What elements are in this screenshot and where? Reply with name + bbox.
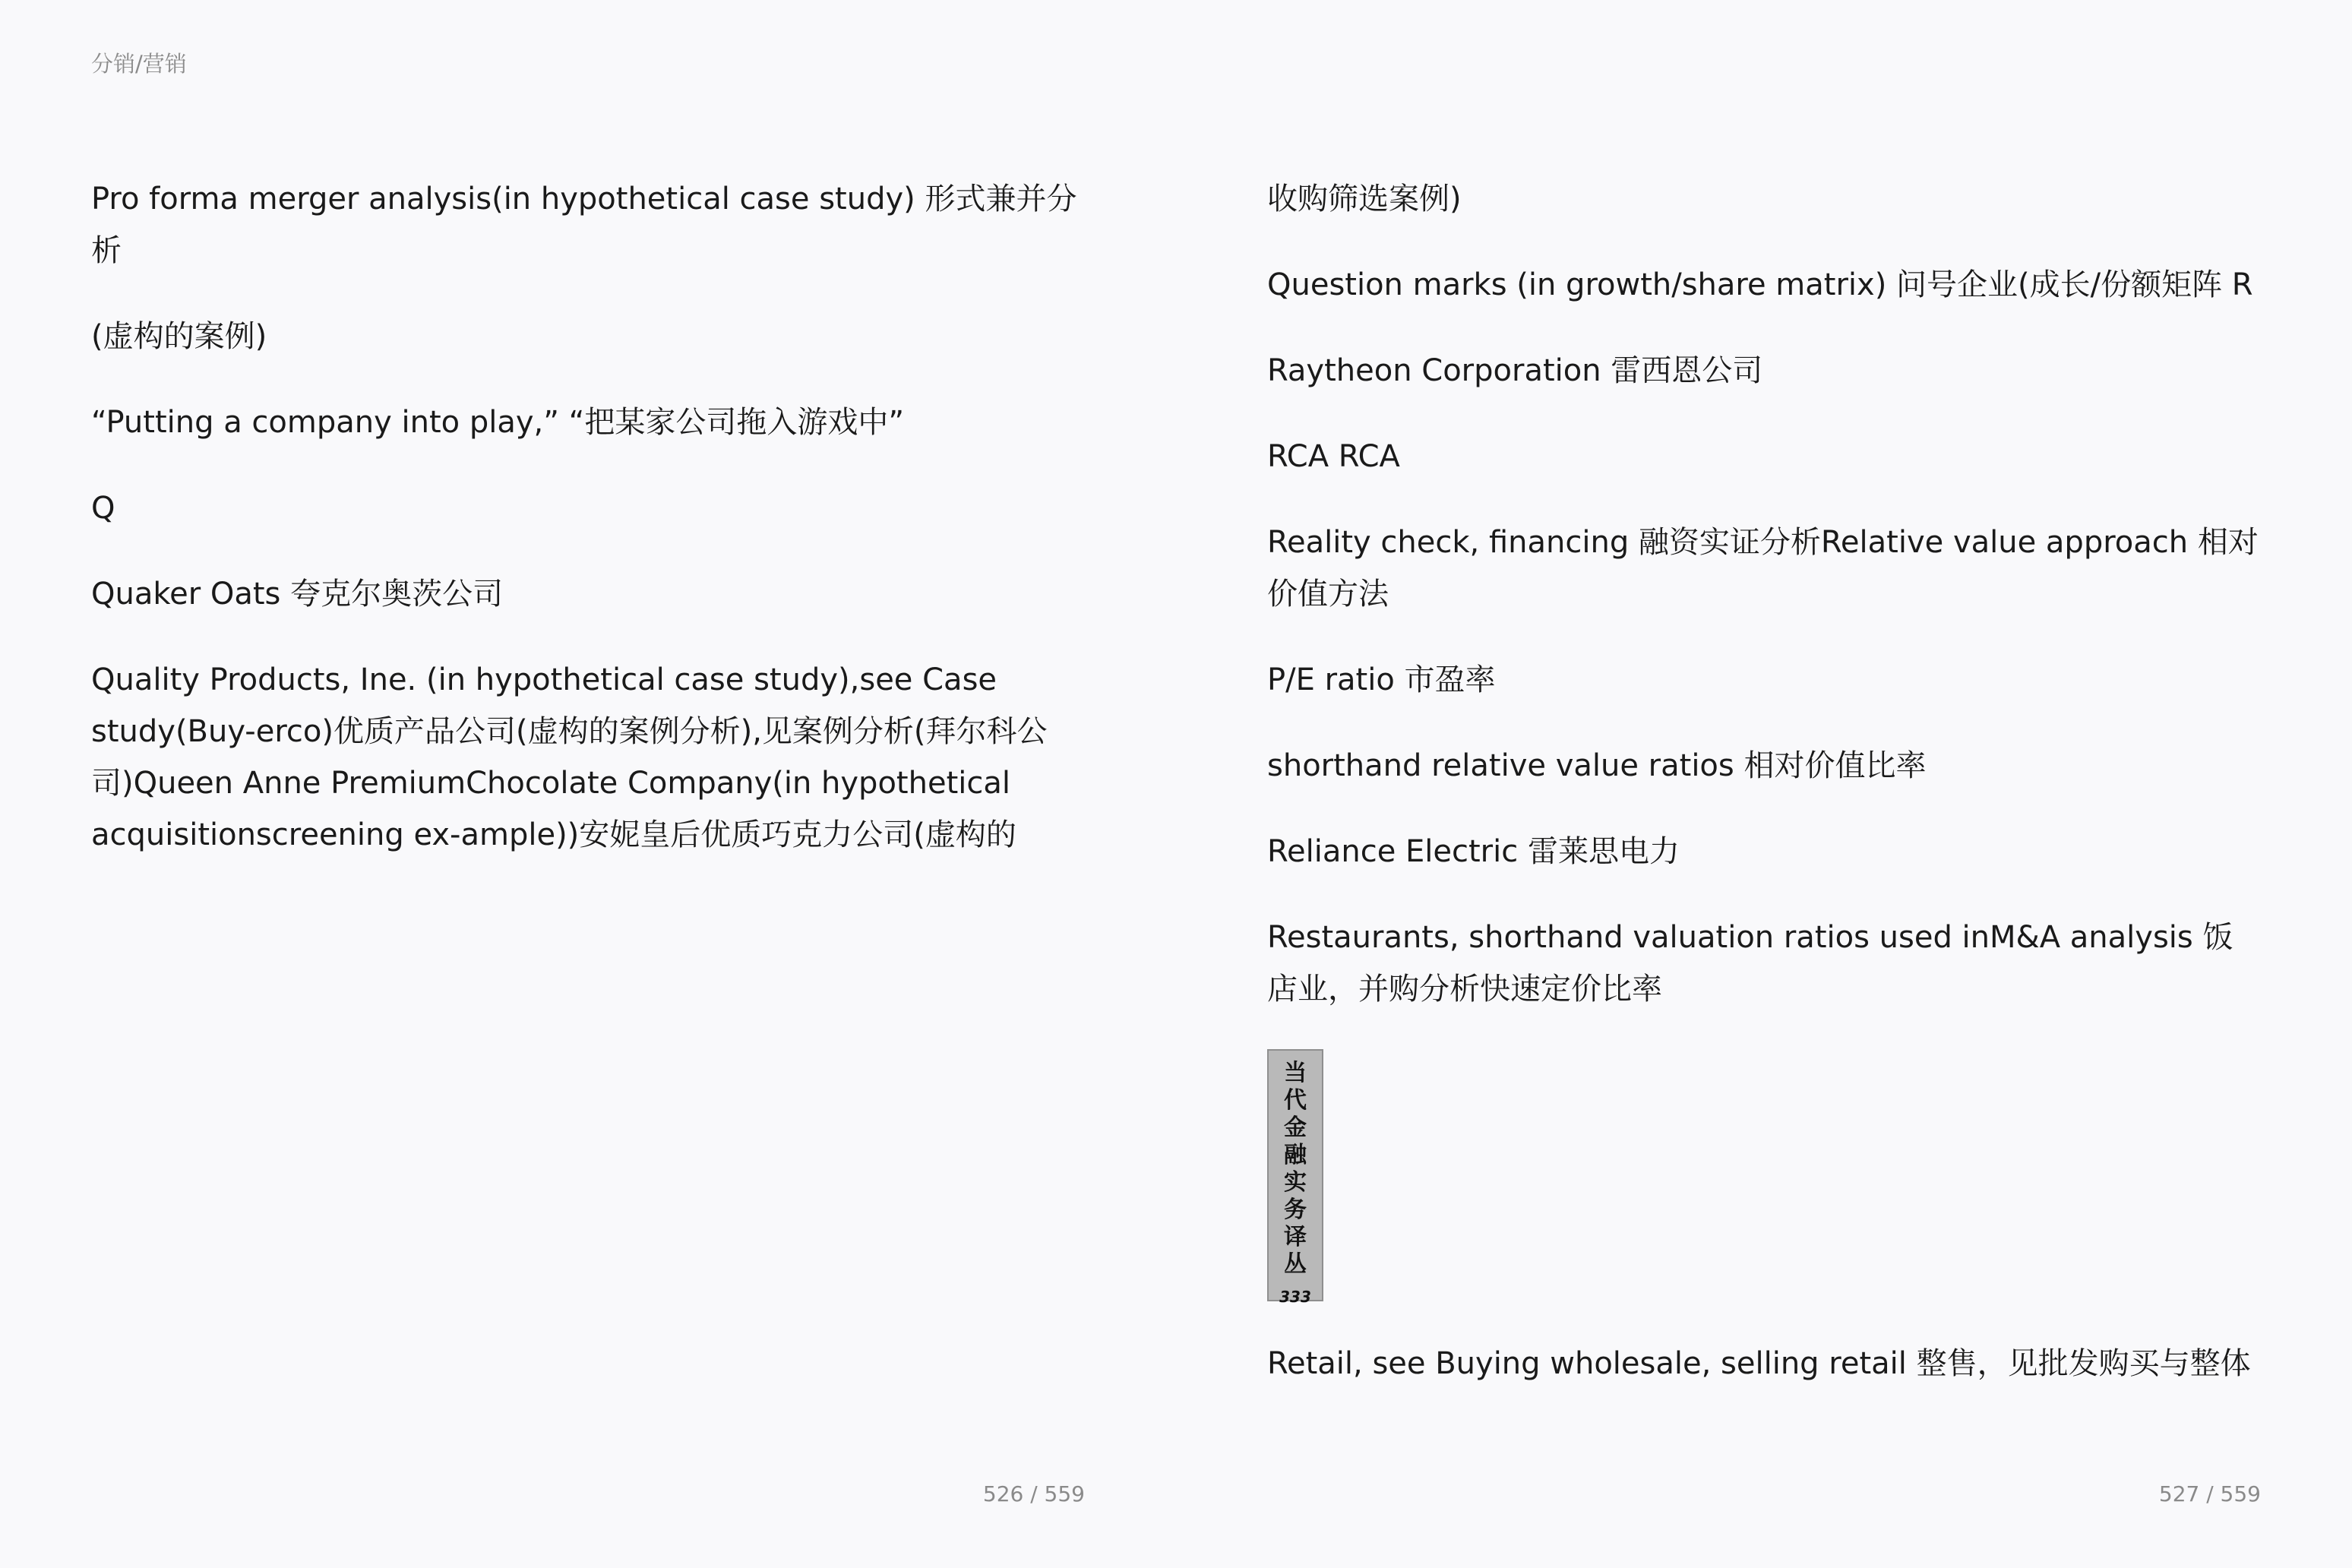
index-entry: RCA RCA — [1267, 439, 1400, 474]
index-entry: Q — [91, 491, 115, 526]
index-entry: Reality check, financing 融资实证分析Relative value approach 相对价值方法 — [1267, 525, 2259, 612]
book-title-char: 务 — [1284, 1197, 1307, 1223]
index-entry: Pro forma merger analysis(in hypothetical case study) 形式兼并分析 — [91, 182, 1077, 268]
breadcrumb: 分销/营销 — [91, 51, 187, 77]
index-entry: Question marks (in growth/share matrix) 问号企业(成长/份额矩阵 R — [1267, 267, 2253, 302]
index-entry: (虚构的案例) — [91, 319, 267, 354]
book-title-char: 丛 — [1284, 1251, 1307, 1278]
left-page — [91, 173, 1086, 895]
index-entry: Retail, see Buying wholesale, selling retail 整售，见批发购买与整体 — [1267, 1346, 2251, 1381]
book-title-char: 译 — [1284, 1224, 1307, 1250]
book-title — [1284, 1060, 1307, 1279]
page-number-right: 527 / 559 — [2158, 1481, 2261, 1506]
index-entry: Reliance Electric 雷莱思电力 — [1267, 834, 1680, 869]
book-title-char: 融 — [1284, 1142, 1307, 1168]
book-title-char: 实 — [1284, 1169, 1307, 1196]
index-entry: Quality Products, Ine. (in hypothetical case study),see Case study(Buy-erco)优质产品公司(虚构的案例分析),见案例分析(拜尔科公司)Queen Anne PremiumChocolate Company(in hypothetical acquisitionscreening ex-ample))安妮皇后优质巧克力公司(虚构的 — [91, 662, 1048, 852]
book-title-char: 代 — [1284, 1087, 1307, 1114]
page-number-left: 526 / 559 — [982, 1481, 1085, 1506]
right-page — [1267, 173, 2262, 1424]
book-spine-image — [1267, 1049, 1323, 1306]
book-title-char: 金 — [1284, 1114, 1307, 1141]
index-entry: Quaker Oats 夸克尔奥茨公司 — [91, 577, 504, 612]
book-number: 333 — [1279, 1288, 1311, 1306]
index-entry: “Putting a company into play,” “把某家公司拖入游戏中” — [91, 405, 905, 440]
index-entry: 收购筛选案例) — [1267, 182, 1462, 217]
index-entry: Raytheon Corporation 雷西恩公司 — [1267, 353, 1763, 388]
index-entry: shorthand relative value ratios 相对价值比率 — [1267, 748, 1927, 783]
index-entry: P/E ratio 市盈率 — [1267, 662, 1496, 697]
book-title-char: 当 — [1284, 1060, 1307, 1086]
index-entry: Restaurants, shorthand valuation ratios used inM&A analysis 饭店业，并购分析快速定价比率 — [1267, 920, 2233, 1007]
